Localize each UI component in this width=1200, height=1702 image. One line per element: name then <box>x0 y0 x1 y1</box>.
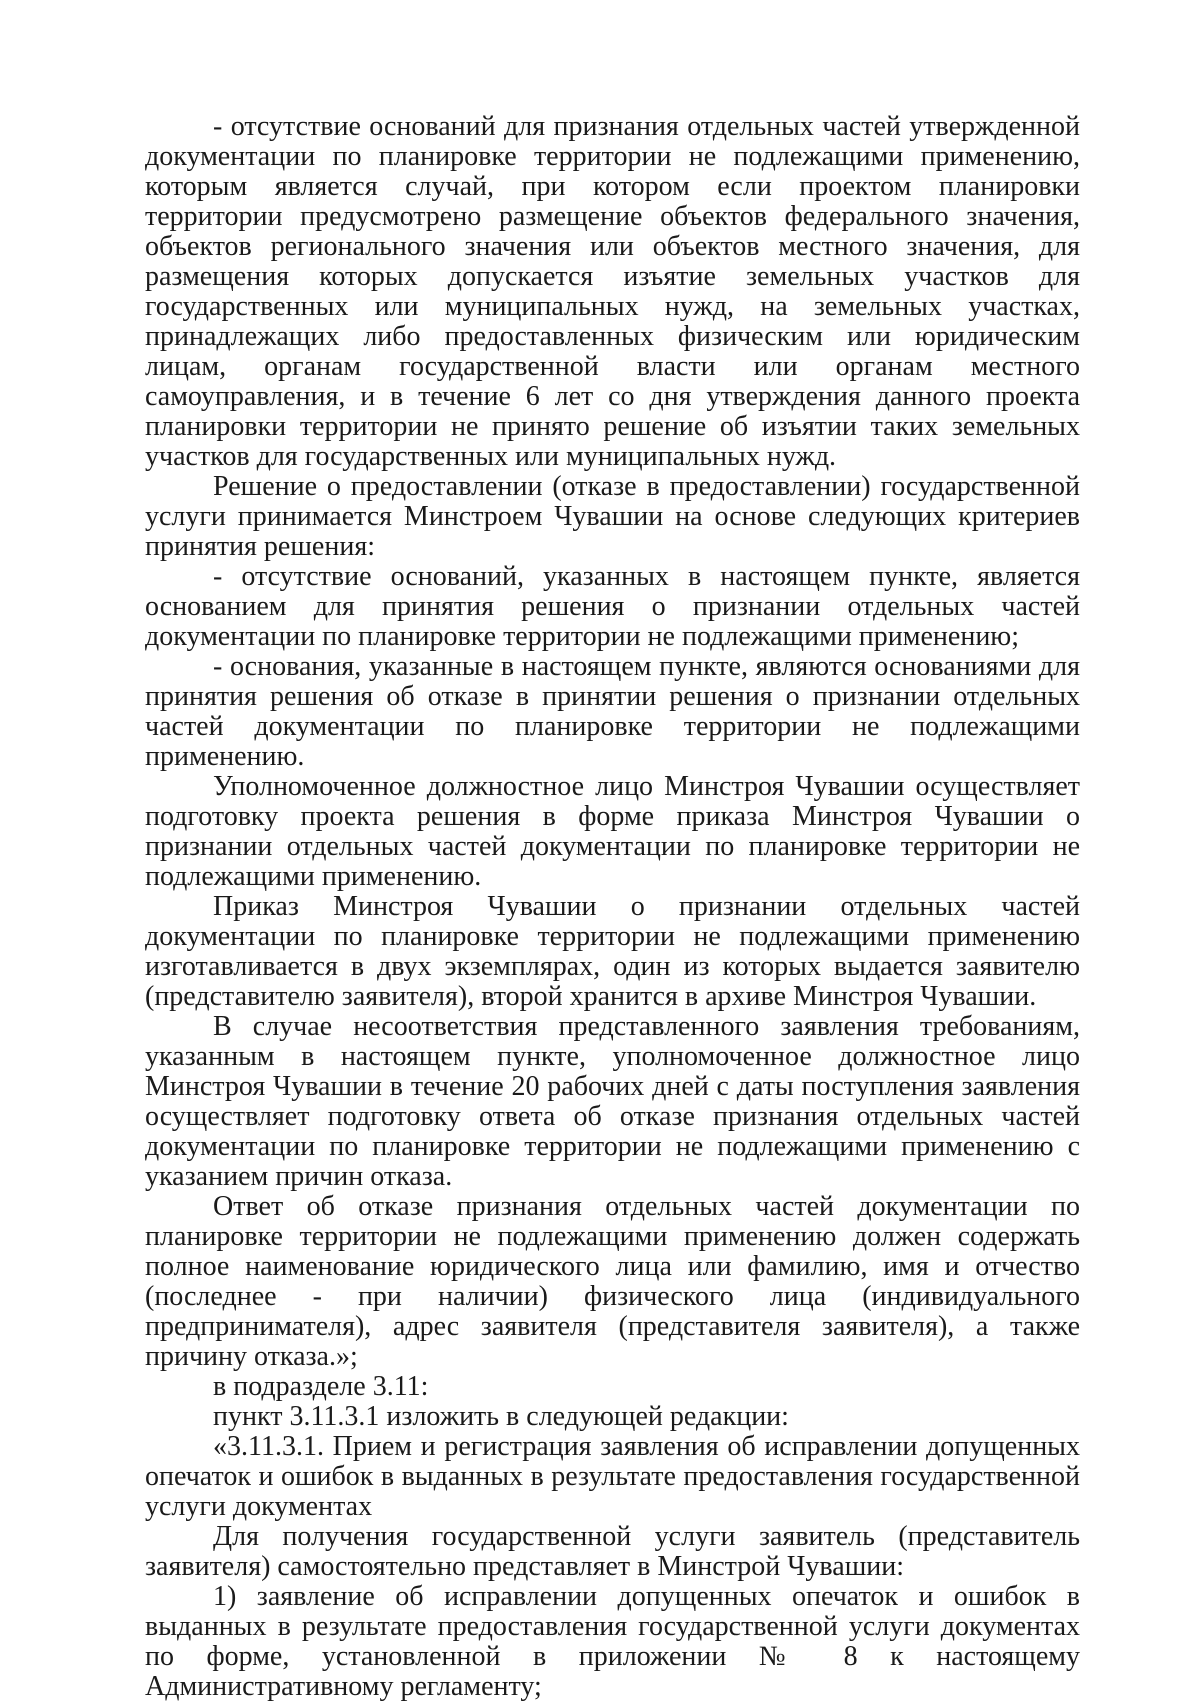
paragraph-section-heading: «3.11.3.1. Прием и регистрация заявления об исправлении допущенных опечаток и ошибок в выданных в результате предоставления государственной услуги документах <box>145 1431 1080 1522</box>
paragraph-noncompliance: В случае несоответствия представленного заявления требованиям, указанным в настоящем пункте, уполномоченное должностное лицо Минстроя Чувашии в течение 20 рабочих дней с даты поступления заявления осуществляет подготовку ответа об отказе признания отдельных частей документации по планировке территории не подлежащими применению с указанием причин отказа. <box>145 1011 1080 1192</box>
paragraph-criteria-absence: - отсутствие оснований, указанных в настоящем пункте, является основанием для принятия решения о признании отдельных частей документации по планировке территории не подлежащими применению; <box>145 561 1080 652</box>
paragraph-order-copies: Приказ Минстроя Чувашии о признании отдельных частей документации по планировке территории не подлежащими применению изготавливается в двух экземплярах, один из которых выдается заявителю (представителю заявителя), второй хранится в архиве Минстроя Чувашии. <box>145 891 1080 1012</box>
paragraph-decision-criteria: Решение о предоставлении (отказе в предоставлении) государственной услуги принимается Минстроем Чувашии на основе следующих критериев принятия решения: <box>145 471 1080 562</box>
paragraph-draft-order: Уполномоченное должностное лицо Минстроя Чувашии осуществляет подготовку проекта решения в форме приказа Минстроя Чувашии о признании отдельных частей документации по планировке территории не подлежащими применению. <box>145 771 1080 892</box>
paragraph-refusal-content: Ответ об отказе признания отдельных частей документации по планировке территории не подлежащими применению должен содержать полное наименование юридического лица или фамилию, имя и отчество (последнее - при наличии) физического лица (индивидуального предпринимателя), адрес заявителя (представителя заявителя), а также причину отказа.»; <box>145 1191 1080 1372</box>
paragraph-subsection-3-11: в подразделе 3.11: <box>213 1371 429 1402</box>
paragraph-item-3-11-3-1: пункт 3.11.3.1 изложить в следующей редакции: <box>213 1401 789 1432</box>
paragraph-criteria-grounds: - основания, указанные в настоящем пункте, являются основаниями для принятия решения об отказе в принятии решения о признании отдельных частей документации по планировке территории не подлежащими применению. <box>145 651 1080 772</box>
paragraph-applicant-submits: Для получения государственной услуги заявитель (представитель заявителя) самостоятельно представляет в Минстрой Чувашии: <box>145 1521 1080 1582</box>
document-page <box>145 112 1080 1702</box>
paragraph-no-grounds: - отсутствие оснований для признания отдельных частей утвержденной документации по планировке территории не подлежащими применению, которым является случай, при котором если проектом планировки территории предусмотрено размещение объектов федерального значения, объектов регионального значения или объектов местного значения, для размещения которых допускается изъятие земельных участков для государственных или муниципальных нужд, на земельных участках, принадлежащих либо предоставленных физическим или юридическим лицам, органам государственной власти или органам местного самоуправления, и в течение 6 лет со дня утверждения данного проекта планировки территории не принято решение об изъятии таких земельных участков для государственных или муниципальных нужд. <box>145 111 1080 472</box>
paragraph-list-item-1: 1) заявление об исправлении допущенных опечаток и ошибок в выданных в результате предоставления государственной услуги документах по форме, установленной в приложении № 8 к настоящему Административному регламенту; <box>145 1581 1080 1702</box>
